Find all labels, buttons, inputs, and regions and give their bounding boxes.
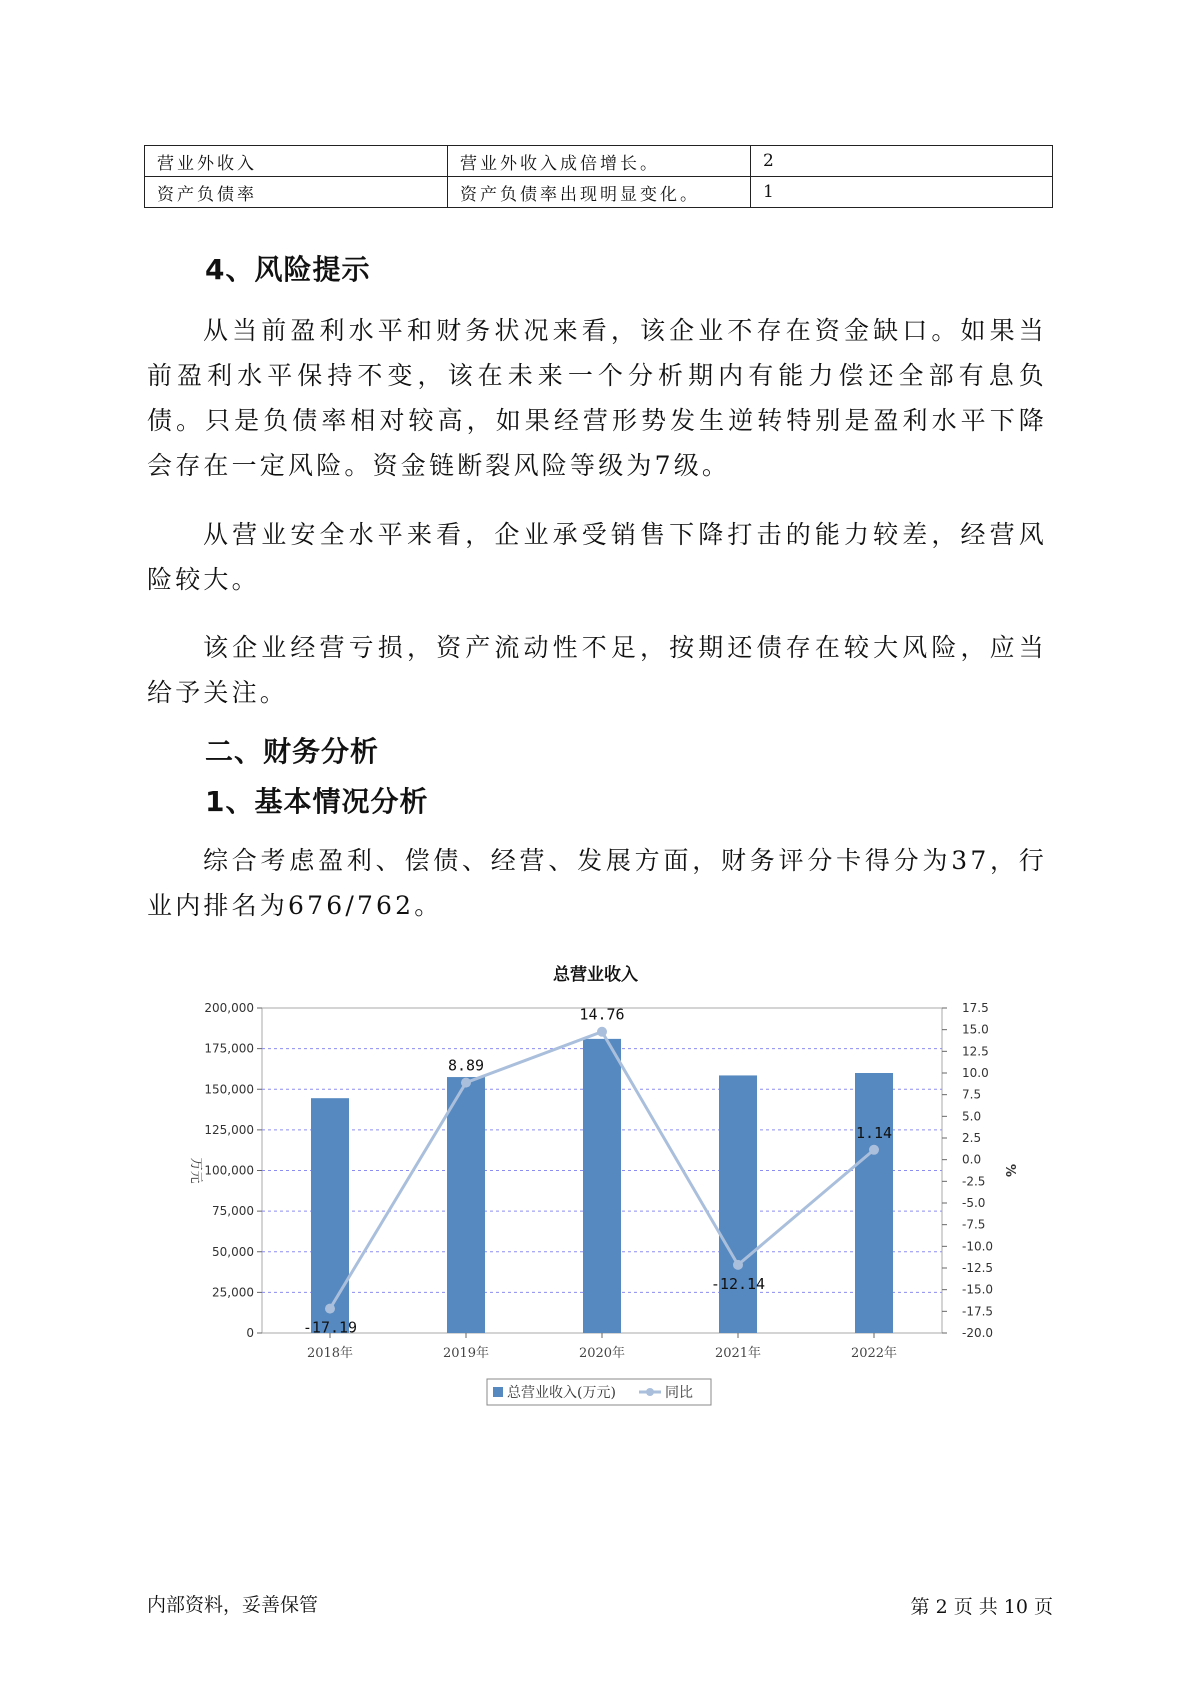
y-right-tick-label: 7.5 bbox=[962, 1087, 982, 1102]
table-cell-item: 营业外收入 bbox=[145, 146, 448, 177]
paragraph-risk-1: 从当前盈利水平和财务状况来看，该企业不存在资金缺口。如果当前盈利水平保持不变，该在未来一个分析期内有能力偿还全部有息负债。只是负债率相对较高，如果经营形势发生逆转特别是盈利水平下降会存在一定风险。资金链断裂风险等级为7级。 bbox=[147, 316, 1047, 480]
bar bbox=[719, 1075, 757, 1333]
bar bbox=[583, 1039, 621, 1333]
data-label: -17.19 bbox=[302, 1318, 358, 1337]
paragraph-risk-3: 该企业经营亏损，资产流动性不足，按期还债存在较大风险，应当给予关注。 bbox=[147, 633, 1047, 707]
y-right-axis-title: % bbox=[1002, 1163, 1017, 1178]
x-tick-label: 2021年 bbox=[714, 1346, 762, 1361]
x-tick-label: 2022年 bbox=[850, 1346, 898, 1361]
yoy-point bbox=[597, 1027, 607, 1037]
y-left-tick-label: 150,000 bbox=[204, 1082, 254, 1097]
footer-page-number: 第 2 页 共 10 页 bbox=[910, 1596, 1053, 1618]
y-left-axis-title: 万元 bbox=[188, 1157, 203, 1184]
legend-swatch-marker bbox=[646, 1388, 654, 1396]
yoy-point bbox=[325, 1304, 335, 1314]
y-right-tick-label: -12.5 bbox=[962, 1261, 994, 1275]
y-left-tick-label: 175,000 bbox=[204, 1041, 254, 1056]
legend-swatch-bar bbox=[493, 1387, 503, 1397]
yoy-point bbox=[461, 1078, 471, 1088]
y-right-tick-label: -7.5 bbox=[962, 1217, 986, 1232]
y-left-tick-label: 100,000 bbox=[204, 1163, 254, 1178]
paragraph-risk-2: 从营业安全水平来看，企业承受销售下降打击的能力较差，经营风险较大。 bbox=[147, 520, 1047, 594]
y-left-tick-label: 50,000 bbox=[212, 1244, 254, 1259]
y-right-tick-label: 12.5 bbox=[962, 1044, 989, 1059]
y-right-tick-label: 10.0 bbox=[962, 1066, 989, 1080]
data-label: 14.76 bbox=[579, 1005, 625, 1024]
x-tick-label: 2018年 bbox=[306, 1346, 354, 1361]
section-heading-finance: 二、财务分析 bbox=[205, 735, 380, 768]
table-cell-description: 资产负债率出现明显变化。 bbox=[448, 177, 751, 208]
y-left-tick-label: 0 bbox=[246, 1326, 254, 1340]
y-left-tick-label: 125,000 bbox=[204, 1122, 254, 1137]
bar bbox=[447, 1077, 485, 1333]
data-label: 1.14 bbox=[855, 1123, 893, 1142]
y-right-tick-label: 5.0 bbox=[962, 1109, 982, 1124]
y-right-tick-label: 2.5 bbox=[962, 1131, 982, 1145]
y-left-tick-label: 75,000 bbox=[212, 1204, 254, 1219]
y-right-tick-label: -17.5 bbox=[962, 1304, 994, 1319]
x-tick-label: 2020年 bbox=[578, 1346, 626, 1361]
x-tick-label: 2019年 bbox=[442, 1346, 490, 1361]
bar bbox=[855, 1073, 893, 1333]
y-right-tick-label: -5.0 bbox=[962, 1196, 986, 1210]
data-label: 8.89 bbox=[447, 1056, 485, 1075]
y-right-tick-label: -2.5 bbox=[962, 1174, 986, 1189]
paragraph-basic-analysis: 综合考虑盈利、偿债、经营、发展方面，财务评分卡得分为37，行业内排名为676/762。 bbox=[147, 846, 1047, 920]
table-cell-score: 2 bbox=[751, 146, 1053, 177]
y-right-tick-label: 17.5 bbox=[962, 1001, 989, 1015]
yoy-point bbox=[733, 1260, 743, 1270]
y-right-tick-label: -20.0 bbox=[962, 1326, 994, 1340]
footer-confidential: 内部资料，妥善保管 bbox=[147, 1594, 319, 1616]
table-cell-score: 1 bbox=[751, 177, 1053, 208]
yoy-point bbox=[869, 1145, 879, 1155]
table-cell-item: 资产负债率 bbox=[145, 177, 448, 208]
y-left-tick-label: 25,000 bbox=[212, 1285, 254, 1300]
y-right-tick-label: -15.0 bbox=[962, 1282, 994, 1297]
y-left-tick-label: 200,000 bbox=[204, 1001, 254, 1015]
data-label: -12.14 bbox=[710, 1274, 766, 1293]
y-right-tick-label: -10.0 bbox=[962, 1239, 994, 1254]
subsection-heading-basic: 1、基本情况分析 bbox=[205, 785, 429, 818]
legend-label-bar: 总营业收入(万元) bbox=[507, 1385, 616, 1401]
section-heading-risk: 4、风险提示 bbox=[205, 253, 371, 286]
table-cell-description: 营业外收入成倍增长。 bbox=[448, 146, 751, 177]
chart-title: 总营业收入 bbox=[553, 965, 638, 985]
y-right-tick-label: 15.0 bbox=[962, 1022, 989, 1037]
y-right-tick-label: 0.0 bbox=[962, 1152, 982, 1167]
bar bbox=[311, 1098, 349, 1333]
legend-label-line: 同比 bbox=[665, 1385, 693, 1401]
